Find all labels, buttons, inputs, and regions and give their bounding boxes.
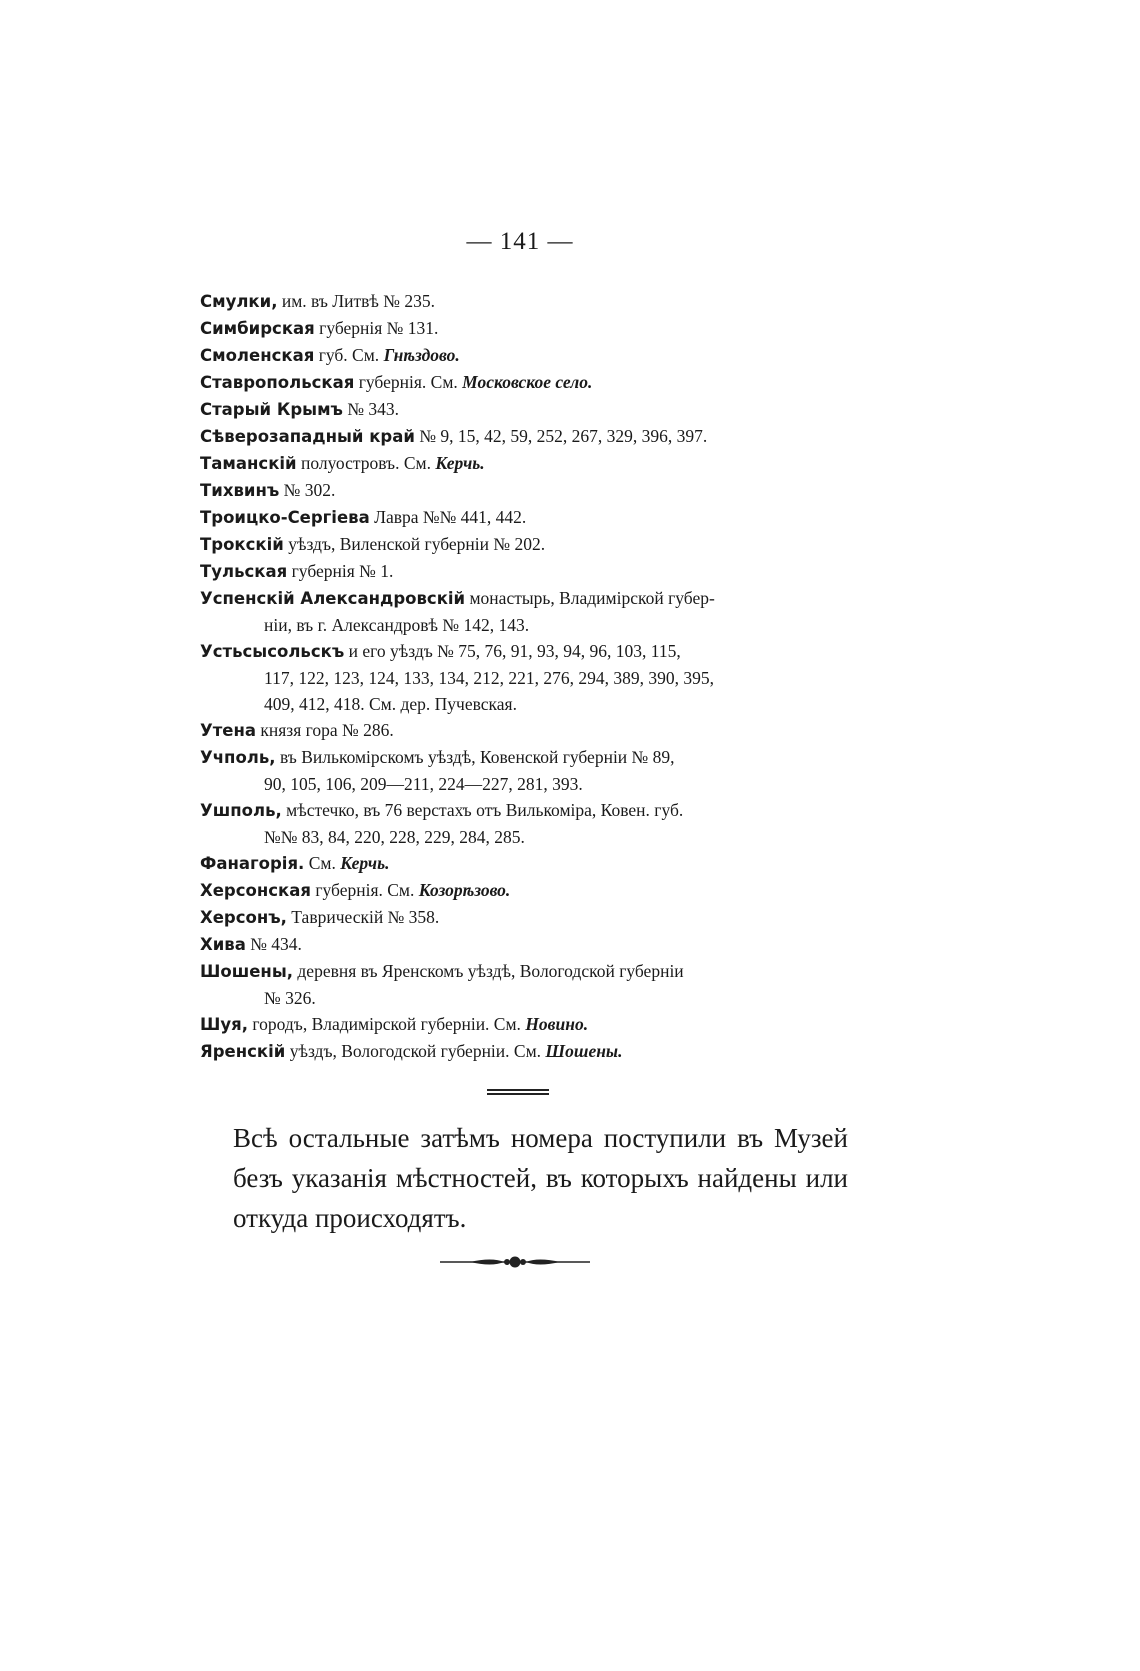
index-entry [200, 1011, 840, 1038]
index-entry [200, 396, 840, 423]
entry-continuation: № 326. [264, 988, 316, 1008]
entry-text: уѣздъ, Виленской губерніи № 202. [283, 534, 546, 554]
entry-text: мѣстечко, въ 76 верстахъ отъ Вилькоміра, Ковен. губ. [281, 800, 684, 820]
entry-text: им. въ Литвѣ № 235. [277, 291, 436, 311]
entry-term: Тихвинъ [200, 481, 280, 500]
entry-text: князя гора № 286. [256, 720, 394, 740]
index-entry [200, 585, 840, 638]
index-entry [200, 904, 840, 931]
index-entry [200, 1038, 840, 1065]
entry-text: губернія № 1. [287, 561, 394, 581]
entry-text: № 9, 15, 42, 59, 252, 267, 329, 396, 397. [414, 426, 708, 446]
index-entry [200, 717, 840, 744]
closing-note [233, 1118, 848, 1238]
entry-text: городъ, Владимірской губерніи. См. [248, 1014, 526, 1034]
entry-text: Таврическій № 358. [286, 907, 440, 927]
index-entry [200, 369, 840, 396]
entry-term: Троицко-Сергіева [200, 508, 370, 527]
entry-text: № 343. [342, 399, 400, 419]
note-line: Всѣ остальные затѣмъ номера поступили въ Музей [233, 1123, 848, 1153]
entry-term: Старый Крымъ [200, 400, 343, 419]
index-entry [200, 558, 840, 585]
entry-continuation: 117, 122, 123, 124, 133, 134, 212, 221, 276, 294, 389, 390, 395, [264, 668, 714, 688]
index-entry [200, 423, 840, 450]
entry-text: № 302. [279, 480, 336, 500]
entry-reference: Керчь. [340, 853, 390, 873]
entry-term: Утена [200, 721, 257, 740]
note-line: откуда происходятъ. [233, 1203, 467, 1233]
entry-reference: Новино. [525, 1014, 589, 1034]
entry-text: полуостровъ. См. [296, 453, 436, 473]
index-entry [200, 877, 840, 904]
entry-text: губернія. См. [310, 880, 419, 900]
entry-term: Смулки, [200, 292, 278, 311]
page-number: — 141 — [466, 228, 574, 255]
entry-term: Тульская [200, 562, 288, 581]
index-entry [200, 931, 840, 958]
entry-continuation: ніи, въ г. Александровѣ № 142, 143. [264, 615, 530, 635]
entry-term: Ставропольская [200, 373, 355, 392]
entry-text: См. [304, 853, 341, 873]
entry-term: Учполь, [200, 748, 276, 767]
index-entry [200, 531, 840, 558]
entry-text: деревня въ Яренскомъ уѣздѣ, Вологодской губерніи [293, 961, 684, 981]
index-entry [200, 450, 840, 477]
entry-term: Херсонъ, [200, 908, 287, 927]
entry-text: въ Вилькомірскомъ уѣздѣ, Ковенской губерніи № 89, [275, 747, 675, 767]
entry-text: губернія № 131. [314, 318, 439, 338]
index-entry [200, 797, 840, 850]
entry-reference: Московское село. [462, 372, 593, 392]
index-entry [200, 342, 840, 369]
double-rule-divider [487, 1089, 549, 1095]
ornament-divider [440, 1255, 590, 1269]
index-entry [200, 744, 840, 797]
entry-term: Шуя, [200, 1015, 249, 1034]
entry-reference: Керчь. [435, 453, 485, 473]
entry-text: Лавра №№ 441, 442. [369, 507, 527, 527]
entry-term: Таманскій [200, 454, 297, 473]
entry-reference: Козорѣзово. [418, 880, 511, 900]
index-entry [200, 288, 840, 315]
entry-text: и его уѣздъ № 75, 76, 91, 93, 94, 96, 103, 115, [344, 641, 681, 661]
index-entry [200, 638, 840, 717]
entry-continuation: №№ 83, 84, 220, 228, 229, 284, 285. [264, 827, 525, 847]
entry-text: губернія. См. [354, 372, 463, 392]
entry-continuation: 409, 412, 418. См. дер. Пучевская. [264, 694, 517, 714]
entry-text: № 434. [245, 934, 302, 954]
entry-term: Фанагорія. [200, 854, 305, 873]
entry-term: Шошены, [200, 962, 294, 981]
entry-text: монастырь, Владимірской губер- [465, 588, 715, 608]
entry-term: Херсонская [200, 881, 311, 900]
index-entry [200, 477, 840, 504]
index-entry [200, 504, 840, 531]
entry-term: Яренскій [200, 1042, 286, 1061]
note-line: безъ указанія мѣстностей, въ которыхъ найдены или [233, 1163, 848, 1193]
entry-term: Успенскій Александровскій [200, 589, 466, 608]
entry-term: Симбирская [200, 319, 315, 338]
entry-term: Хива [200, 935, 246, 954]
entry-text: уѣздъ, Вологодской губерніи. См. [285, 1041, 546, 1061]
index-entry [200, 958, 840, 1011]
entry-term: Сѣверозападный край [200, 427, 415, 446]
index-entry [200, 850, 840, 877]
entry-term: Трокскій [200, 535, 284, 554]
entry-term: Смоленская [200, 346, 315, 365]
entry-continuation: 90, 105, 106, 209—211, 224—227, 281, 393. [264, 774, 583, 794]
index-list [200, 288, 840, 1065]
entry-term: Ушполь, [200, 801, 282, 820]
entry-text: губ. См. [314, 345, 384, 365]
entry-reference: Гнѣздово. [383, 345, 460, 365]
index-entry [200, 315, 840, 342]
entry-reference: Шошены. [545, 1041, 623, 1061]
entry-term: Устьсысольскъ [200, 642, 345, 661]
